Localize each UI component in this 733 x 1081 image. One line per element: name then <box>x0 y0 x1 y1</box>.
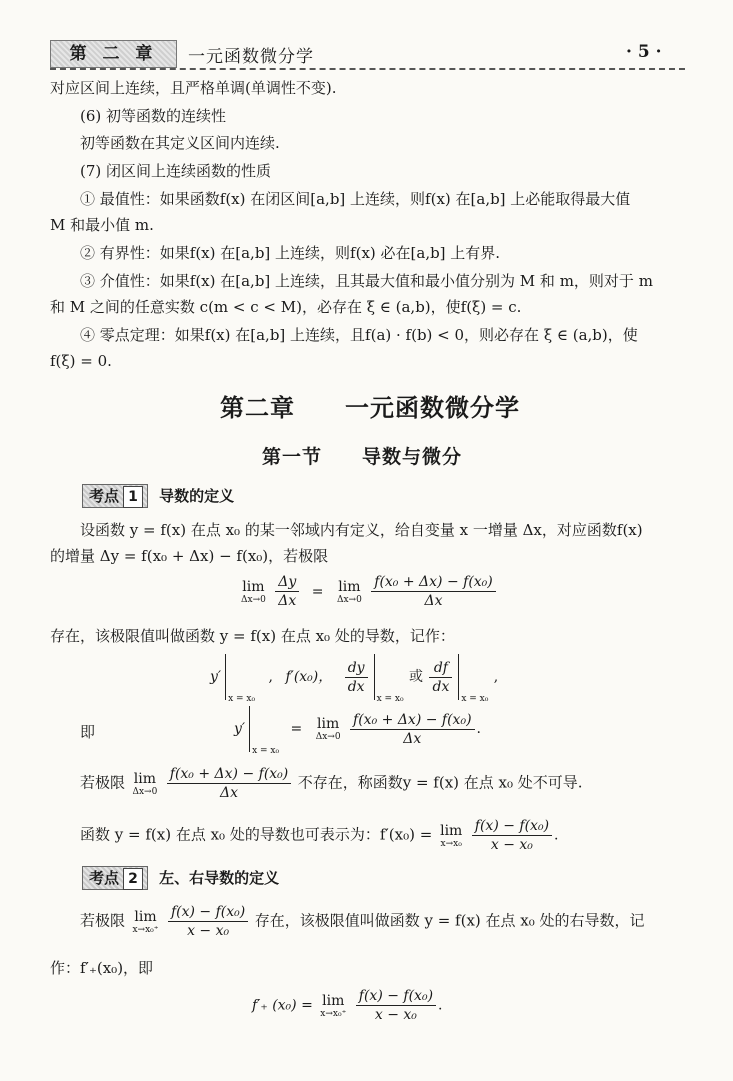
chapter-heading: 第二章 一元函数微分学 <box>220 394 520 422</box>
intermediate-value-cont: 和 M 之间的任意实数 c(m < c < M)，必存在 ξ ∈ (a,b)，使f(ξ) = c. <box>50 298 522 316</box>
extremum-property: ① 最值性：如果函数f(x) 在闭区间[a,b] 上连续，则f(x) 在[a,b] 上必能取得最大值 <box>80 190 631 208</box>
alternative-derivative-form: 函数 y = f(x) 在点 x₀ 处的导数也可表示为：f′(x₀) = lim x→x₀ $\frac{\text{f(x) − f(x₀)}}{\text{x − x₀}}$ . <box>80 818 559 853</box>
page-number: · 5 · <box>626 42 662 62</box>
key-point-badge: 考点 2 <box>82 866 148 890</box>
intro-line: 对应区间上连续，且严格单调(单调性不变). <box>50 79 337 97</box>
notation-text: 存在，该极限值叫做函数 y = f(x) 在点 x₀ 处的导数，记作： <box>50 627 455 645</box>
right-derivative-statement: 若极限 lim x→x₀⁺ $\frac{\text{f(x) − f(x₀)}}{\text{x − x₀}}$ 存在，该极限值叫做函数 y = f(x) 在点 x₀ 处的右导数，记 <box>80 904 645 939</box>
derivative-limit-formula: lim Δx→0 $\frac{\Delta y}{\Delta x}$ = lim Δx→0 $\frac{\text{f(x₀ + Δx) − f(x₀)}}{\Delta x}$ <box>238 574 498 609</box>
definition-text: 设函数 y = f(x) 在点 x₀ 的某一邻域内有定义，给自变量 x 一增量 Δx，对应函数f(x) <box>80 521 643 539</box>
key-point-1-title: 导数的定义 <box>159 487 235 505</box>
section-heading: 第一节 导数与微分 <box>262 446 463 468</box>
key-point-badge: 考点 1 <box>82 484 148 508</box>
chapter-tag: 第 二 章 <box>50 40 177 68</box>
definition-text-cont: 的增量 Δy = f(x₀ + Δx) − f(x₀)，若极限 <box>50 547 329 565</box>
section6-body: 初等函数在其定义区间内连续. <box>80 134 280 152</box>
section6-title: (6) 初等函数的连续性 <box>80 107 227 125</box>
key-point-2-title: 左、右导数的定义 <box>159 869 280 887</box>
key-point-2-header <box>82 866 279 890</box>
running-chapter-title: 一元函数微分学 <box>188 47 314 67</box>
extremum-property-cont: M 和最小值 m. <box>50 216 154 234</box>
boundedness-property: ② 有界性：如果f(x) 在[a,b] 上连续，则f(x) 必在[a,b] 上有界. <box>80 244 501 262</box>
right-derivative-formula: f′₊ (x₀) = lim x→x₀⁺ $\frac{\text{f(x) − f(x₀)}}{\text{x − x₀}}$ . <box>252 988 443 1023</box>
key-point-1-header <box>82 484 234 508</box>
intermediate-value-property: ③ 介值性：如果f(x) 在[a,b] 上连续，且其最大值和最小值分别为 M 和 m，则对于 m <box>80 272 653 290</box>
derivative-notations: y′ x = x₀ , f′(x₀)， $\frac{dy}{dx}$ x = x₀ 或 $\frac{df}{dx}$ x = x₀ , <box>210 654 498 700</box>
not-differentiable-statement: 若极限 lim Δx→0 $\frac{\text{f(x₀ + Δx) − f(x₀)}}{\Delta x}$ 不存在，称函数y = f(x) 在点 x₀ 处不可导. <box>80 766 583 801</box>
zero-theorem-cont: f(ξ) = 0. <box>50 352 112 370</box>
right-derivative-notation: 作：f′₊(x₀)，即 <box>50 959 154 977</box>
derivative-definition-formula: y′ x = x₀ = lim Δx→0 $\frac{\text{f(x₀ + Δx) − f(x₀)}}{\Delta x}$ . <box>234 706 481 752</box>
section7-title: (7) 闭区间上连续函数的性质 <box>80 162 272 180</box>
zero-theorem: ④ 零点定理：如果f(x) 在[a,b] 上连续，且f(a) · f(b) < 0，则必存在 ξ ∈ (a,b)，使 <box>80 326 638 344</box>
ji-label: 即 <box>80 723 96 741</box>
